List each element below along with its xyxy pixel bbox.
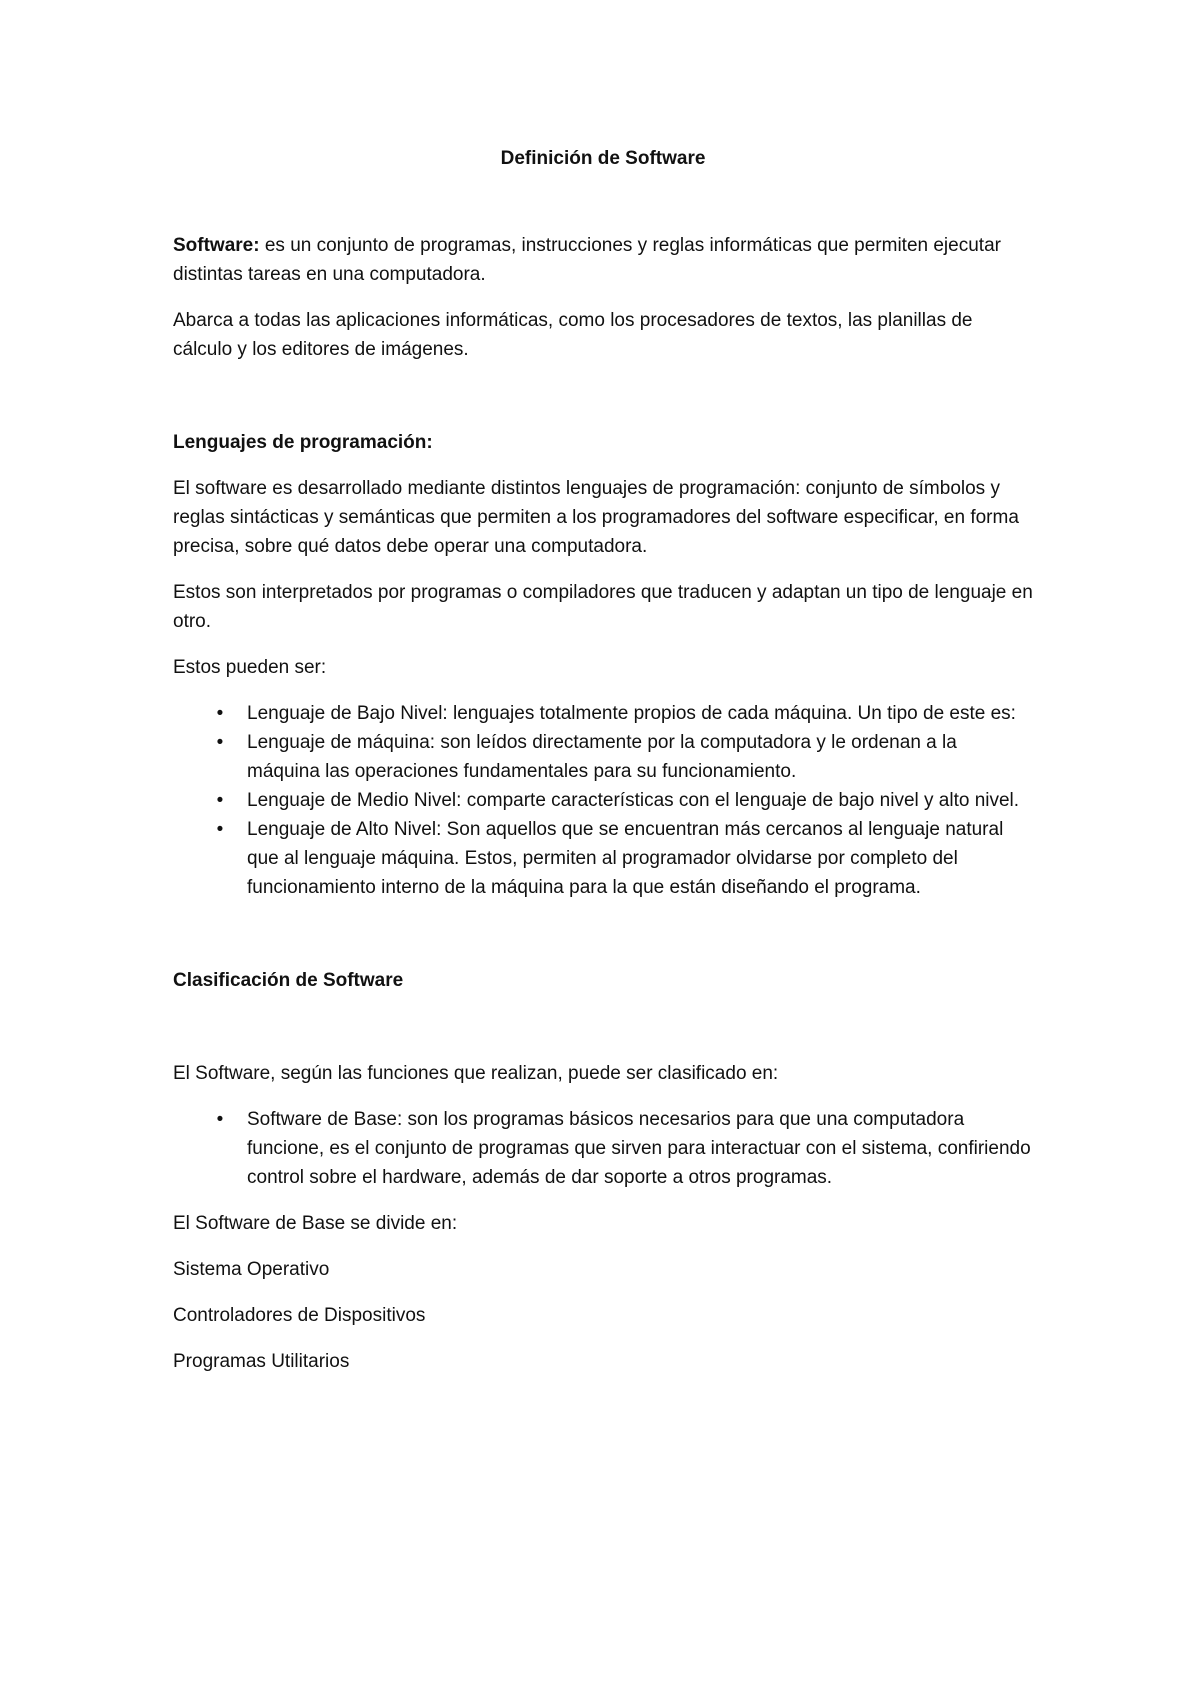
base-type-utilities: Programas Utilitarios <box>173 1351 350 1372</box>
list-item <box>173 699 1033 728</box>
bullet-icon: • <box>216 703 224 724</box>
bullet-icon: • <box>216 790 224 811</box>
list-item <box>173 786 1033 815</box>
list-item <box>173 1105 1033 1192</box>
list-item-text: Lenguaje de Bajo Nivel: lenguajes totalmente propios de cada máquina. Un tipo de este es: <box>247 703 1016 724</box>
languages-paragraph-1: El software es desarrollado mediante distintos lenguajes de programación: conjunto de símbolos y reglas sintácticas y semánticas que permiten a los programadores del software especificar, en forma precisa, sobre qué datos debe operar una computadora. <box>173 478 1019 557</box>
software-definition-text: es un conjunto de programas, instrucciones y reglas informáticas que permiten ejecutar distintas tareas en una computadora. <box>173 235 1001 285</box>
languages-list-intro: Estos pueden ser: <box>173 657 327 678</box>
list-item-text: Lenguaje de Medio Nivel: comparte características con el lenguaje de bajo nivel y alto nivel. <box>247 790 1020 811</box>
classification-intro: El Software, según las funciones que realizan, puede ser clasificado en: <box>173 1063 779 1084</box>
list-item-text: Lenguaje de máquina: son leídos directamente por la computadora y le ordenan a la máquina las operaciones fundamentales para su funcionamiento. <box>247 732 957 782</box>
document-title: Definición de Software <box>500 148 706 169</box>
languages-paragraph-2: Estos son interpretados por programas o compiladores que traducen y adaptan un tipo de lenguaje en otro. <box>173 582 1033 632</box>
list-item-text: Software de Base: son los programas básicos necesarios para que una computadora funcione, es el conjunto de programas que sirven para interactuar con el sistema, confiriendo control sobre el hardware, además de dar soporte a otros programas. <box>247 1109 1031 1188</box>
base-type-device-drivers: Controladores de Dispositivos <box>173 1305 426 1326</box>
classification-list <box>173 1105 1033 1192</box>
bullet-icon: • <box>216 819 224 840</box>
base-divides-text: El Software de Base se divide en: <box>173 1213 458 1234</box>
list-item <box>173 815 1033 902</box>
software-scope-paragraph: Abarca a todas las aplicaciones informáticas, como los procesadores de textos, las planillas de cálculo y los editores de imágenes. <box>173 310 973 360</box>
document-body <box>173 144 1033 1376</box>
languages-heading: Lenguajes de programación: <box>173 432 433 453</box>
classification-heading: Clasificación de Software <box>173 970 404 991</box>
bullet-icon: • <box>216 1109 224 1130</box>
software-term: Software: <box>173 235 260 256</box>
list-item <box>173 728 1033 786</box>
list-item-text: Lenguaje de Alto Nivel: Son aquellos que se encuentran más cercanos al lenguaje natural que al lenguaje máquina. Estos, permiten al programador olvidarse por completo del funcionamiento interno de la máquina para la que están diseñando el programa. <box>247 819 1004 898</box>
languages-list <box>173 699 1033 902</box>
software-definition-paragraph <box>173 231 1033 289</box>
base-type-operating-system: Sistema Operativo <box>173 1259 330 1280</box>
bullet-icon: • <box>216 732 224 753</box>
